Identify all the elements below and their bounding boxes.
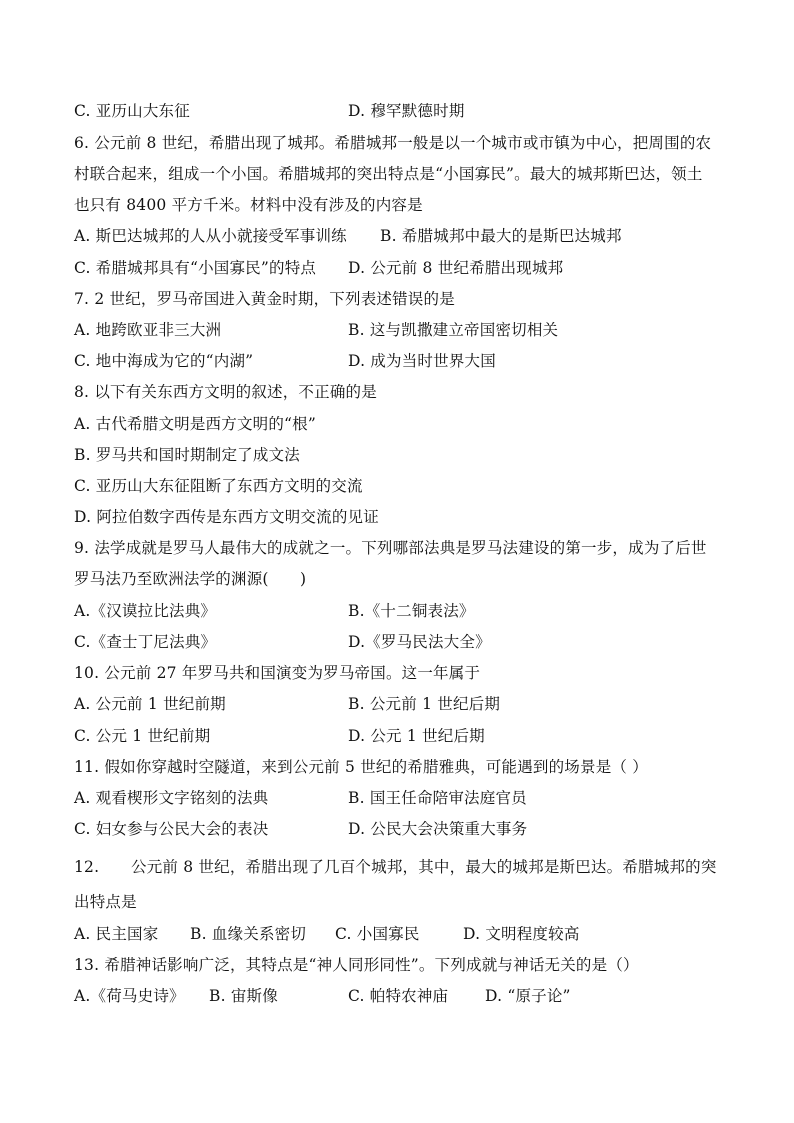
q12-stem-line-1: 公元前 8 世纪，希腊出现了几百个城邦，其中，最大的城邦是斯巴达。希腊城邦的突 xyxy=(131,858,717,876)
q9-option-c: C.《查士丁尼法典》 xyxy=(74,633,217,651)
q11-option-a: A. 观看楔形文字铭刻的法典 xyxy=(74,789,269,807)
q7-option-c: C. 地中海成为它的“内湖” xyxy=(74,352,254,370)
q12-option-a: A. 民主国家 xyxy=(74,925,159,943)
q10-option-a: A. 公元前 1 世纪前期 xyxy=(74,695,226,713)
q8-option-d: D. 阿拉伯数字西传是东西方文明交流的见证 xyxy=(74,508,379,526)
q10-option-d: D. 公元 1 世纪后期 xyxy=(348,727,485,745)
q13-option-b: B. 宙斯像 xyxy=(209,987,278,1005)
q8-option-b: B. 罗马共和国时期制定了成文法 xyxy=(74,446,300,464)
q6-stem-line-1: 6. 公元前 8 世纪，希腊出现了城邦。希腊城邦一般是以一个城市或市镇为中心，把周围的农 xyxy=(74,134,712,152)
q7-option-d: D. 成为当时世界大国 xyxy=(348,352,496,370)
q7-stem: 7. 2 世纪，罗马帝国进入黄金时期，下列表述错误的是 xyxy=(74,290,455,308)
q6-option-b: B. 希腊城邦中最大的是斯巴达城邦 xyxy=(380,227,622,245)
q9-stem-line-2: 罗马法乃至欧洲法学的渊源( ) xyxy=(74,570,307,588)
q13-option-c: C. 帕特农神庙 xyxy=(348,987,449,1005)
q12-stem-line-2: 出特点是 xyxy=(74,893,137,911)
q12-option-d: D. 文明程度较高 xyxy=(463,925,580,943)
q9-option-b: B.《十二铜表法》 xyxy=(348,602,475,620)
q6-option-a: A. 斯巴达城邦的人从小就接受军事训练 xyxy=(74,227,347,245)
q13-stem: 13. 希腊神话影响广泛，其特点是“神人同形同性”。下列成就与神话无关的是（） xyxy=(74,956,639,974)
q11-option-d: D. 公民大会决策重大事务 xyxy=(348,820,528,838)
q13-option-d: D. “原子论” xyxy=(485,987,571,1005)
q10-option-b: B. 公元前 1 世纪后期 xyxy=(348,695,501,713)
q11-option-b: B. 国王任命陪审法庭官员 xyxy=(348,789,527,807)
q8-stem: 8. 以下有关东西方文明的叙述，不正确的是 xyxy=(74,383,377,401)
q11-stem: 11. 假如你穿越时空隧道，来到公元前 5 世纪的希腊雅典，可能遇到的场景是（ ） xyxy=(74,758,648,776)
q12-option-c: C. 小国寡民 xyxy=(335,925,420,943)
q9-option-a: A.《汉谟拉比法典》 xyxy=(74,602,217,620)
q10-stem: 10. 公元前 27 年罗马共和国演变为罗马帝国。这一年属于 xyxy=(74,664,481,682)
q12-number: 12. xyxy=(74,858,100,876)
q7-option-a: A. 地跨欧亚非三大洲 xyxy=(74,321,222,339)
q7-option-b: B. 这与凯撒建立帝国密切相关 xyxy=(348,321,559,339)
q5-option-d: D. 穆罕默德时期 xyxy=(348,102,465,120)
q13-option-a: A.《荷马史诗》 xyxy=(74,987,185,1005)
q11-option-c: C. 妇女参与公民大会的表决 xyxy=(74,820,269,838)
q8-option-c: C. 亚历山大东征阻断了东西方文明的交流 xyxy=(74,477,363,495)
q6-stem-line-3: 也只有 8400 平方千米。材料中没有涉及的内容是 xyxy=(74,196,423,214)
q6-option-c: C. 希腊城邦具有“小国寡民”的特点 xyxy=(74,259,317,277)
q6-option-d: D. 公元前 8 世纪希腊出现城邦 xyxy=(348,259,564,277)
q9-stem-line-1: 9. 法学成就是罗马人最伟大的成就之一。下列哪部法典是罗马法建设的第一步，成为了后世 xyxy=(74,539,707,557)
q5-option-c: C. 亚历山大东征 xyxy=(74,102,190,120)
q9-option-d: D.《罗马民法大全》 xyxy=(348,633,491,651)
q6-stem-line-2: 村联合起来，组成一个小国。希腊城邦的突出特点是“小国寡民”。最大的城邦斯巴达，领土 xyxy=(74,165,703,183)
q8-option-a: A. 古代希腊文明是西方文明的“根” xyxy=(74,415,316,433)
q10-option-c: C. 公元 1 世纪前期 xyxy=(74,727,211,745)
q12-option-b: B. 血缘关系密切 xyxy=(190,925,307,943)
